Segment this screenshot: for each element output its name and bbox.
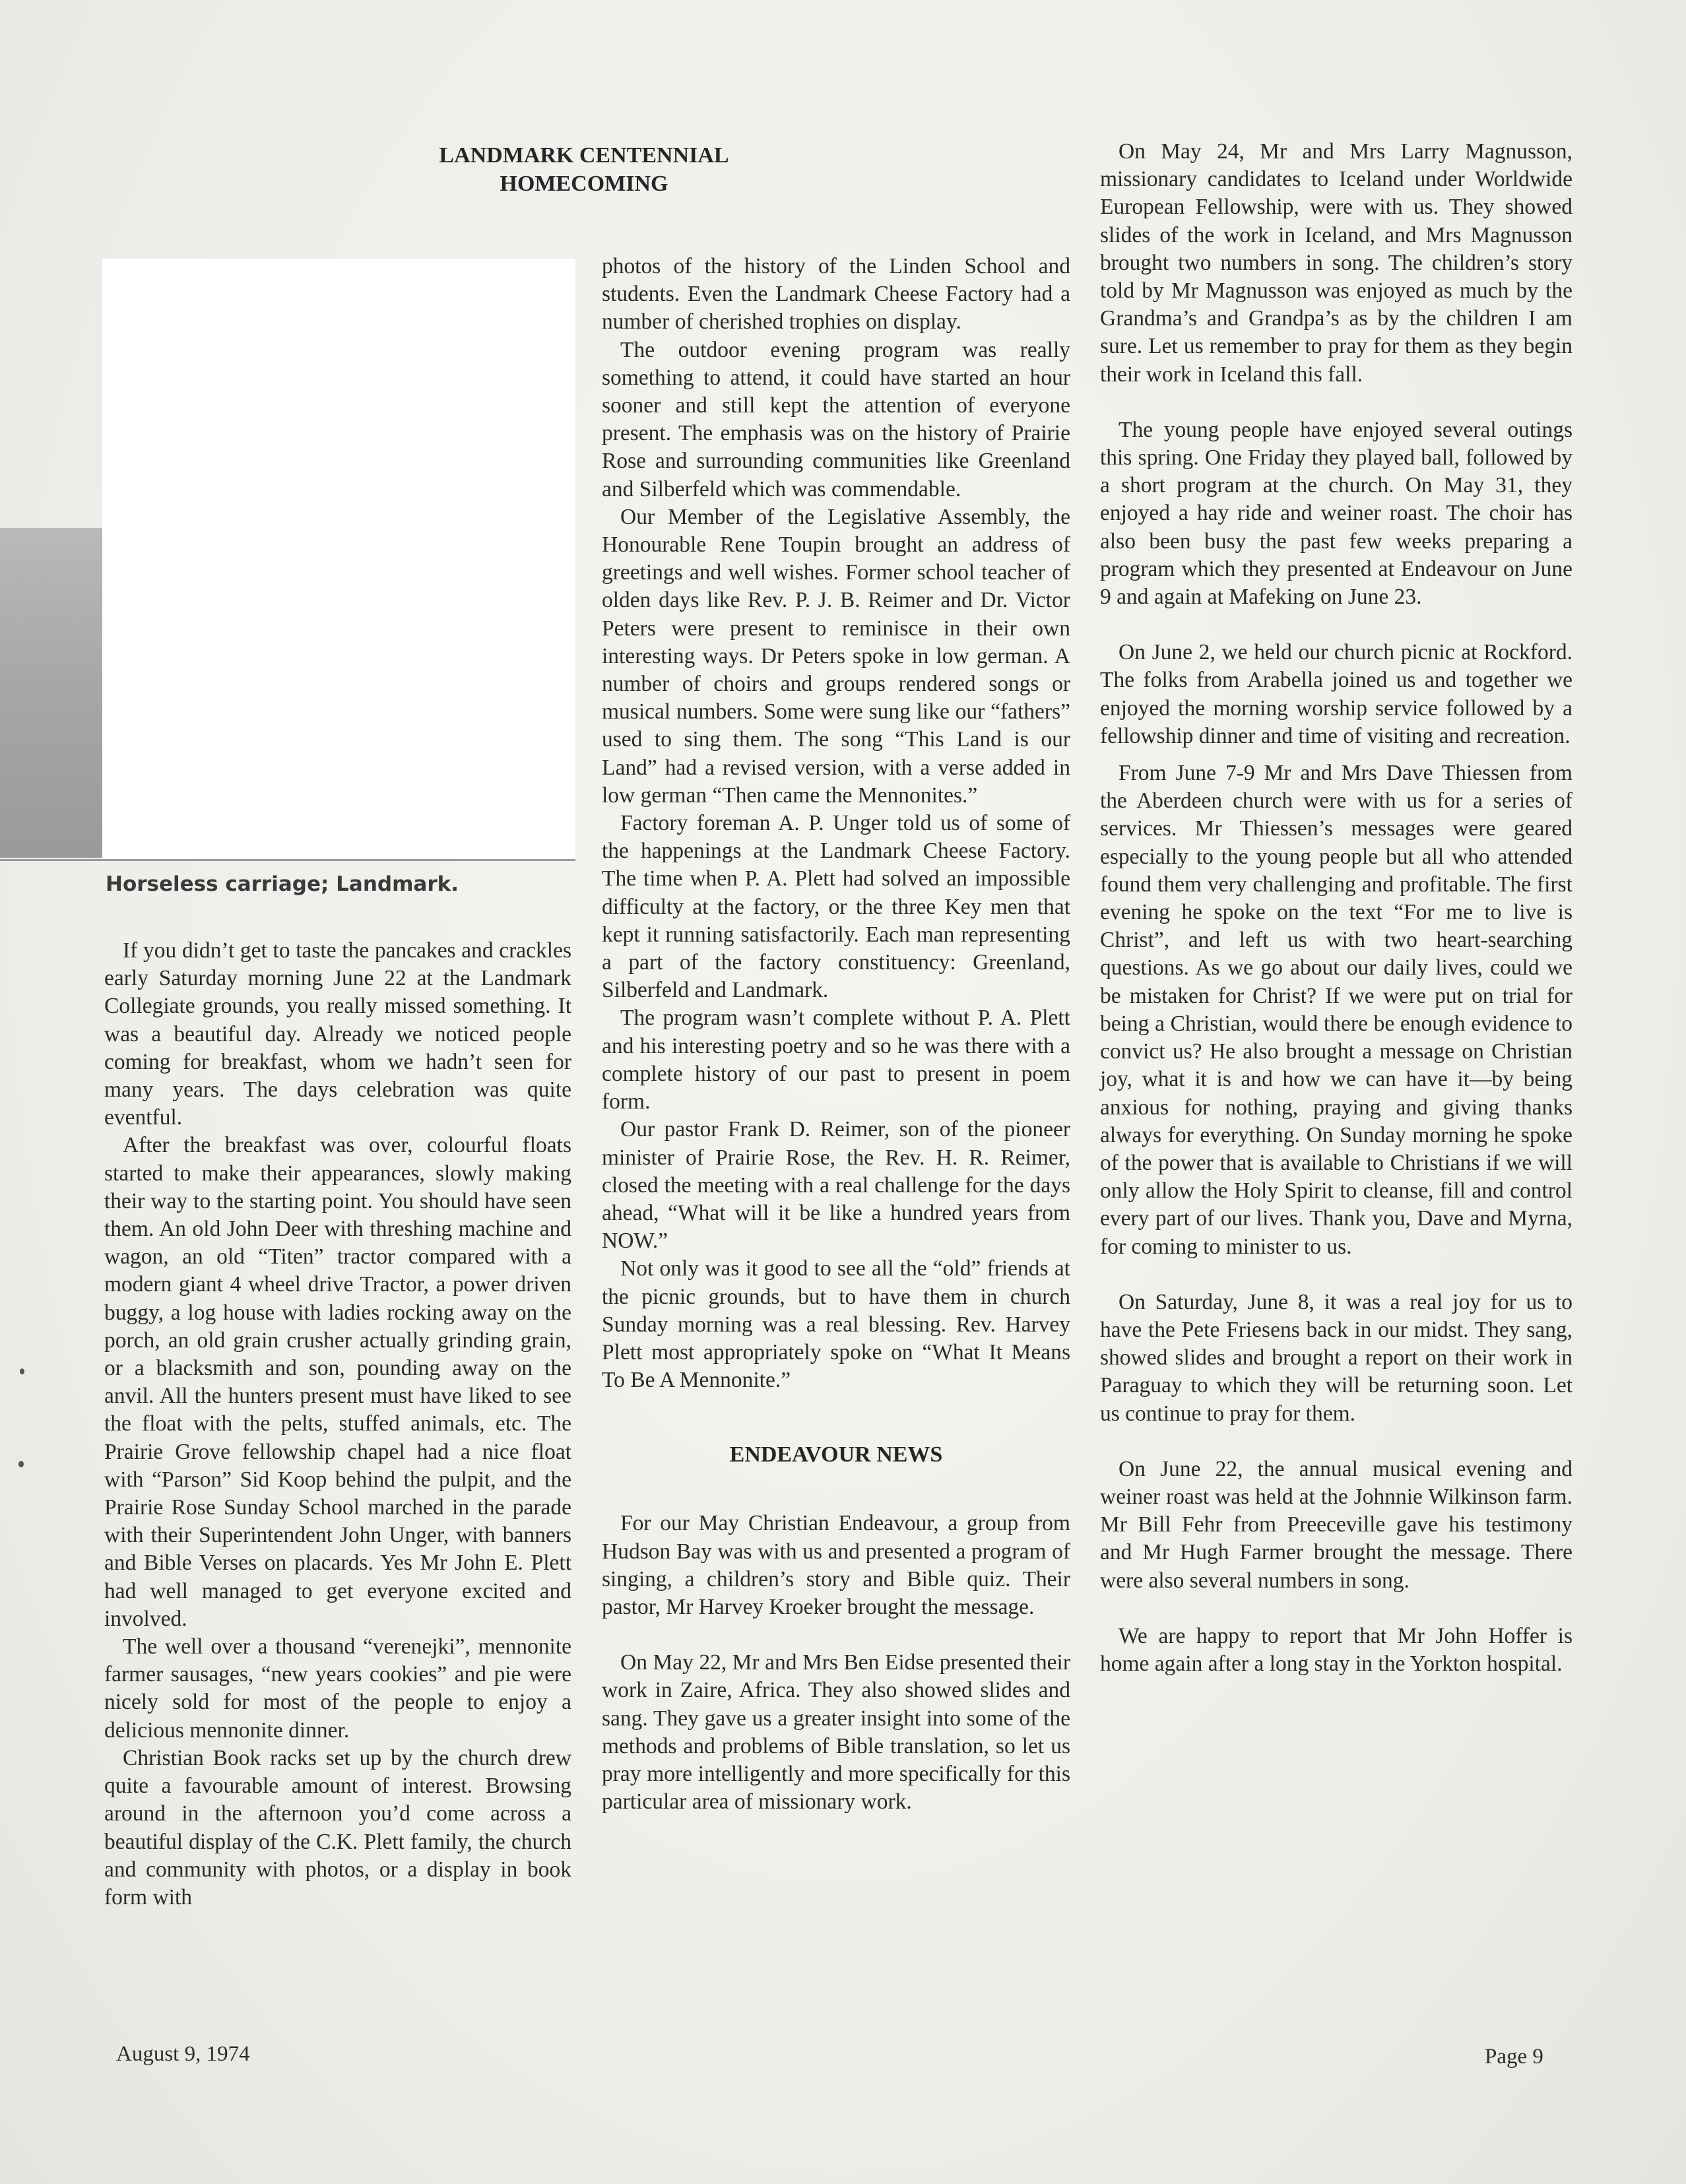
paragraph: On June 2, we held our church picnic at Rockford. The folks from Arabella joined us and together we enjoyed the morning worship service followed by a fellowship dinner and time of visiting and recreation. <box>1100 640 1573 748</box>
footer-date: August 9, 1974 <box>116 2042 250 2066</box>
page-number: Page 9 <box>1485 2045 1543 2069</box>
print-speck <box>20 1368 24 1374</box>
paragraph: On May 22, Mr and Mrs Ben Eidse presented their work in Zaire, Africa. They also showed slides and sang. They gave us a greater insight into some of the methods and problems of Bible translation, so let us pray more intelligently and more specifically for this particular area of missionary work. <box>602 1650 1070 1815</box>
photo-caption: Horseless carriage; Landmark. <box>106 872 459 896</box>
print-speck <box>18 1461 24 1467</box>
paragraph: Factory foreman A. P. Unger told us of some of the happenings at the Landmark Cheese Factory. The time when P. A. Plett had solved an impossible difficulty at the factory, or the three Key men that kept it running satisfactorily. Each man representing a part of the factory constituency: Greenland, Silberfeld and Landmark. <box>602 811 1070 1003</box>
paragraph: For our May Christian Endeavour, a group from Hudson Bay was with us and presented a program of singing, a children’s story and Bible quiz. Their pastor, Mr Harvey Kroeker brought the message. <box>602 1511 1070 1619</box>
paragraph: Our pastor Frank D. Reimer, son of the pioneer minister of Prairie Rose, the Rev. H. R. Reimer, closed the meeting with a real challenge for the days ahead, “What will it be like a hundred years from NOW.” <box>602 1117 1070 1254</box>
article-column-1 <box>104 937 571 1911</box>
paragraph: The outdoor evening program was really something to attend, it could have started an hour sooner and still kept the attention of everyone present. The emphasis was on the history of Prairie Rose and surrounding communities like Greenland and Silberfeld which was commendable. <box>602 337 1070 501</box>
endeavour-column-3 <box>1100 138 1573 1678</box>
article-title-line1: LANDMARK CENTENNIAL <box>439 143 729 168</box>
photo-placeholder <box>102 259 575 859</box>
paragraph: photos of the history of the Linden School and students. Even the Landmark Cheese Factory had a number of cherished trophies on display. <box>602 254 1070 335</box>
paragraph: If you didn’t get to taste the pancakes and crackles early Saturday morning June 22 at the Landmark Collegiate grounds, you really missed something. It was a beautiful day. Already we noticed people coming for breakfast, whom we hadn’t seen for many years. The days celebration was quite eventful. <box>104 938 571 1130</box>
paragraph: Christian Book racks set up by the church drew quite a favourable amount of interest. Browsing around in the afternoon you’d come across a beautiful display of the C.K. Plett family, the church and community with photos, or a display in book form with <box>104 1745 571 1910</box>
article-column-2 <box>602 253 1070 1816</box>
paragraph: The program wasn’t complete without P. A. Plett and his interesting poetry and so he was there with a complete history of our past to present in poem form. <box>602 1006 1070 1114</box>
endeavour-heading: ENDEAVOUR NEWS <box>729 1442 943 1467</box>
photo-rule <box>0 859 575 861</box>
photo-edge <box>0 528 102 858</box>
paragraph: On Saturday, June 8, it was a real joy for us to have the Pete Friesens back in our midst. They sang, showed slides and brought a report on their work in Paraguay to which they will be returning soon. Let us continue to pray for them. <box>1100 1289 1573 1426</box>
paragraph: Not only was it good to see all the “old” friends at the picnic grounds, but to have them in church Sunday morning was a real blessing. Rev. Harvey Plett most appropriately spoke on “What It Means To Be A Mennonite.” <box>602 1256 1070 1393</box>
paragraph: The well over a thousand “verenejki”, mennonite farmer sausages, “new years cookies” and pie were nicely sold for most of the people to enjoy a delicious mennonite dinner. <box>104 1634 571 1743</box>
article-title-line2: HOMECOMING <box>500 172 668 196</box>
paragraph: The young people have enjoyed several outings this spring. One Friday they played ball, followed by a short program at the church. On May 31, they enjoyed a hay ride and weiner roast. The choir has also been busy the past few weeks preparing a program which they presented at Endeavour on June 9 and again at Mafeking on June 23. <box>1100 417 1573 610</box>
paragraph: We are happy to report that Mr John Hoffer is home again after a long stay in the Yorkton hospital. <box>1100 1623 1573 1676</box>
paragraph: After the breakfast was over, colourful floats started to make their appearances, slowly making their way to the starting point. You should have seen them. An old John Deer with threshing machine and wagon, an old “Titen” tractor compared with a modern giant 4 wheel drive Tractor, a power driven buggy, a log house with ladies rocking away on the porch, an old grain crusher actually grinding grain, or a blacksmith and son, pounding away on the anvil. All the hunters present must have liked to see the float with the pelts, stuffed animals, etc. The Prairie Grove fellowship chapel had a nice float with “Parson” Sid Koop behind the pulpit, and the Prairie Rose Sunday School marched in the parade with their Superintendent John Unger, with banners and Bible Verses on placards. Yes Mr John E. Plett had well managed to get everyone excited and involved. <box>104 1133 571 1631</box>
paragraph: On June 22, the annual musical evening and weiner roast was held at the Johnnie Wilkinson farm. Mr Bill Fehr from Preeceville gave his testimony and Mr Hugh Farmer brought the message. There were also several numbers in song. <box>1100 1456 1573 1593</box>
article-title <box>389 141 779 198</box>
paragraph: On May 24, Mr and Mrs Larry Magnusson, missionary candidates to Iceland under Worldwide European Fellowship, were with us. They showed slides of the work in Iceland, and Mrs Magnusson brought two numbers in song. The children’s story told by Mr Magnusson was enjoyed as much by the Grandma’s and Grandpa’s as by the children I am sure. Let us remember to pray for them as they begin their work in Iceland this fall. <box>1100 139 1573 387</box>
paragraph: From June 7-9 Mr and Mrs Dave Thiessen from the Aberdeen church were with us for a series of services. Mr Thiessen’s messages were geared especially to the young people but all who attended found them very challenging and profitable. The first evening he spoke on the text “For me to live is Christ”, and left us with two heart-searching questions. As we go about our daily lives, could we be mistaken for Christ? If we were put on trial for being a Christian, would there be enough evidence to convict us? He also brought a message on Christian joy, what it is and how we can have it—by being anxious for nothing, praying and giving thanks always for everything. On Sunday morning he spoke of the power that is available to Christians if we will only allow the Holy Spirit to cleanse, fill and control every part of our lives. Thank you, Dave and Myrna, for coming to minister to us. <box>1100 761 1573 1259</box>
paragraph: Our Member of the Legislative Assembly, the Honourable Rene Toupin brought an address of greetings and well wishes. Former school teacher of olden days like Rev. P. J. B. Reimer and Dr. Victor Peters were present to reminisce in their own interesting ways. Dr Peters spoke in low german. A number of choirs and groups rendered songs or musical numbers. Some were sung like our “fathers” used to sing them. The song “This Land is our Land” had a revised version, with a verse added in low german “Then came the Mennonites.” <box>602 504 1070 808</box>
